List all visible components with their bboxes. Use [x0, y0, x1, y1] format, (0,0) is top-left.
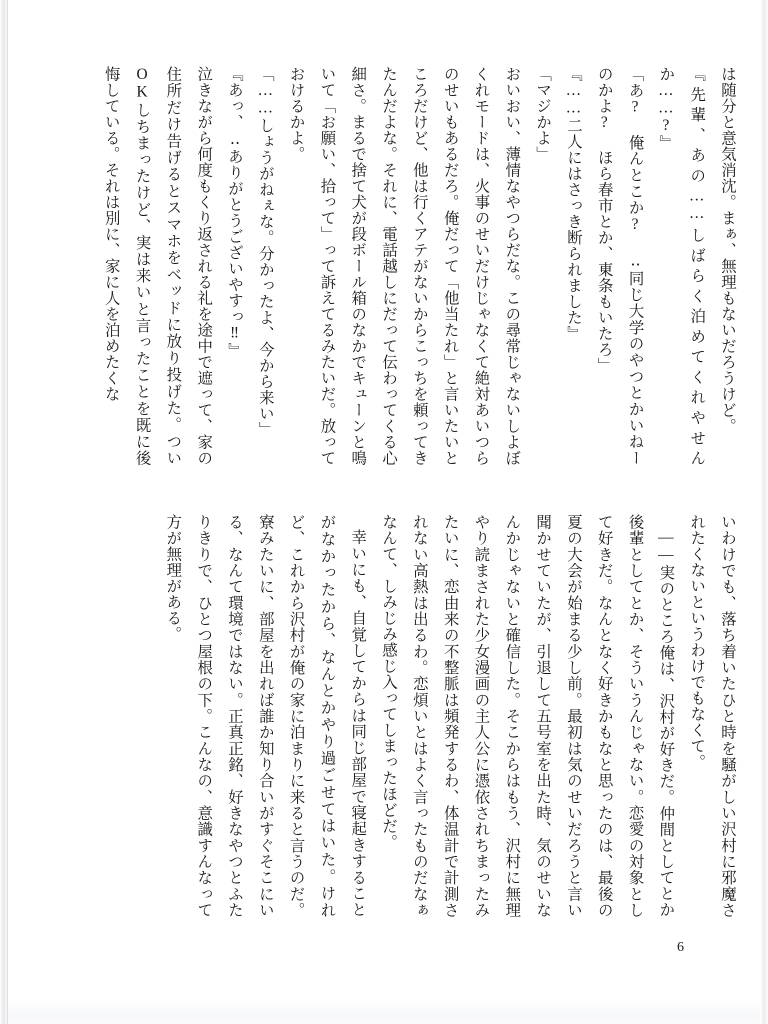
paragraph: 泣きながら何度もくり返される礼を途中で遮って、家の住所だけ告げるとスマホをベッドに放り投げた。ついOKしちまったけど、実は来いと言ったことを既に後悔している。それは別に、家に人を泊めたくな [102, 66, 213, 466]
paper-surface [8, 0, 760, 1024]
paragraph: は随分と意気消沈。まぁ、無理もないだろうけど。 [719, 66, 736, 434]
paragraph-dialogue: 「あ? 俺んとこか? ‥同じ大学のやつとかいねーのかよ? ほら春市とか、東条もいたろ」 [595, 66, 644, 466]
paragraph-dialogue: 『先輩、あの……しばらく泊めてくれやせんか……?』 [657, 66, 706, 466]
paragraph-dialogue: 『あっ、‥ありがとうございやすっ‼』 [226, 66, 243, 359]
paragraph: ——実のところ俺は、沢村が好きだ。仲間としてとか後輩としてとか、そういうんじゃない。恋愛の対象として好きだ。なんとなく好きかもなと思ったのは、最後の夏の大会が始まる少し前。最初は気のせいだろうと言い聞かせていたが、引退して五号室を出た時、気のせいなんかじゃないと確信した。そこからはもう、沢村に無理やり読まされた少女漫画の主人公に憑依されちまったみたいに、恋由来の不整脈は頻発するわ、体温計で計測されない高熱は出るわ。恋煩いとはよく言ったものだなぁなんて、しみじみ感じ入ってしまったほどだ。 [380, 514, 675, 918]
page-right-edge-rule [760, 0, 761, 1024]
paragraph: 幸いにも、自覚してからは同じ部屋で寝起きすることがなかったから、なんとかやり過ごせてはいた。けれど、これから沢村が俺の家に泊まりに来ると言うのだ。寮みたいに、部屋を出れば誰か知り合いがすぐそこにいる、なんて環境ではない。正真正銘、好きなやつとふたりきりで、ひとつ屋根の下。こんなの、意識すんなって方が無理がある。 [164, 514, 367, 918]
paragraph-dialogue: 「マジかよ」 [534, 66, 552, 162]
paragraph: いわけでも、落ち着いたひと時を騒がしい沢村に邪魔されたくないというわけでもなくて。 [688, 514, 736, 918]
upper-text-block [102, 66, 742, 466]
paragraph-dialogue: 「……しょうがねぇな。分かったよ、今から来い」 [256, 66, 274, 438]
page-number: 6 [677, 940, 684, 955]
lower-text-block [122, 514, 742, 918]
page-right-gutter [760, 0, 768, 1024]
paragraph-dialogue: 『……二人にはさっき断られました』 [564, 66, 582, 342]
paragraph: おいおい、薄情なやつらだな。この尋常じゃないしよぼくれモードは、火事のせいだけじゃなくて絶対あいつらのせいもあるだろ。俺だって「他当たれ」と言いたいところだけど、他は行くアテがないからこっちを頼ってきたんだよな。それに、電話越しにだって伝わってくる心細さ。まるで捨て犬が段ボール箱のなかでキューンと鳴いて「お願い、拾って」って訴えてるみたいだ。放っておけるかよ。 [287, 66, 521, 466]
